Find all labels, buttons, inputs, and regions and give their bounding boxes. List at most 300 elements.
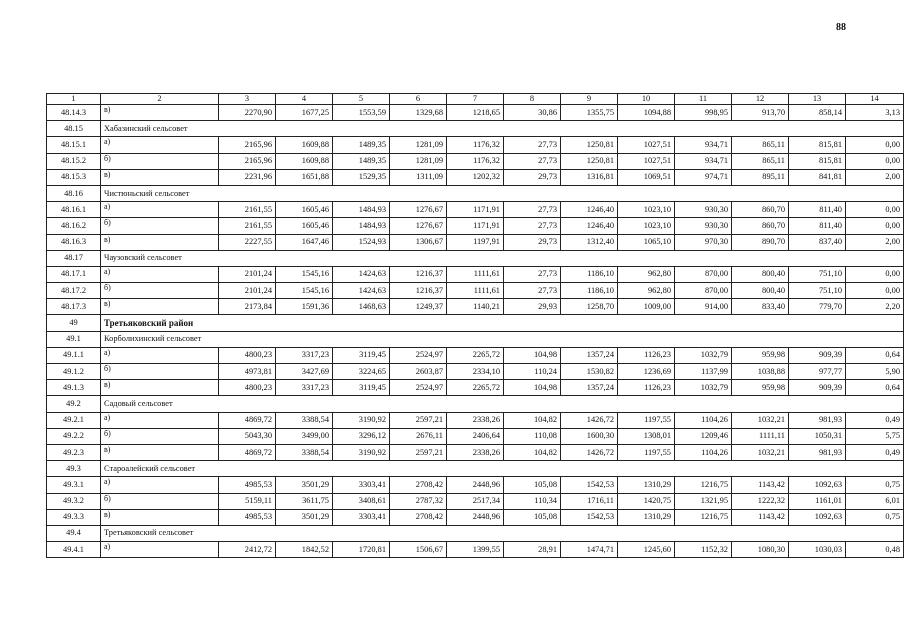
table-cell: 1609,88 bbox=[276, 153, 333, 169]
table-cell: 2,00 bbox=[846, 169, 904, 185]
table-cell: 2708,42 bbox=[390, 477, 447, 493]
table-cell: 2603,87 bbox=[390, 364, 447, 380]
row-code: 48.17.1 bbox=[47, 266, 101, 282]
table-cell: 1426,72 bbox=[561, 444, 618, 460]
table-cell: 1197,91 bbox=[447, 234, 504, 250]
table-row bbox=[47, 477, 904, 493]
table-cell: 1027,51 bbox=[618, 153, 675, 169]
table-cell: 104,82 bbox=[504, 412, 561, 428]
table-cell: 0,00 bbox=[846, 137, 904, 153]
table-cell: 1281,09 bbox=[390, 153, 447, 169]
row-code: 49.3 bbox=[47, 461, 101, 477]
table-cell: 930,30 bbox=[675, 218, 732, 234]
table-cell: 970,30 bbox=[675, 234, 732, 250]
table-cell: 2597,21 bbox=[390, 444, 447, 460]
table-cell: 1246,40 bbox=[561, 218, 618, 234]
table-cell: 110,24 bbox=[504, 364, 561, 380]
table-cell: 1197,55 bbox=[618, 412, 675, 428]
table-cell: 1140,21 bbox=[447, 299, 504, 315]
column-header-12: 12 bbox=[732, 94, 789, 105]
table-cell: 1236,69 bbox=[618, 364, 675, 380]
table-cell: 1126,23 bbox=[618, 347, 675, 363]
table-cell: 6,01 bbox=[846, 493, 904, 509]
table-cell: 981,93 bbox=[789, 412, 846, 428]
table-cell: 0,49 bbox=[846, 412, 904, 428]
table-cell: 1276,67 bbox=[390, 202, 447, 218]
table-cell: 1218,65 bbox=[447, 105, 504, 121]
table-cell: 1357,24 bbox=[561, 380, 618, 396]
table-cell: 29,73 bbox=[504, 234, 561, 250]
column-header-4: 4 bbox=[276, 94, 333, 105]
section-row bbox=[47, 121, 904, 137]
table-row bbox=[47, 380, 904, 396]
table-cell: 1677,25 bbox=[276, 105, 333, 121]
table-cell: 1246,40 bbox=[561, 202, 618, 218]
table-cell: 1216,75 bbox=[675, 477, 732, 493]
table-cell: 3224,65 bbox=[333, 364, 390, 380]
table-cell: 1171,91 bbox=[447, 218, 504, 234]
table-cell: 1276,67 bbox=[390, 218, 447, 234]
table-cell: 2412,72 bbox=[219, 542, 276, 558]
table-cell: 962,80 bbox=[618, 283, 675, 299]
table-cell: 1316,81 bbox=[561, 169, 618, 185]
table-cell: 110,08 bbox=[504, 428, 561, 444]
table-row bbox=[47, 493, 904, 509]
table-cell: 841,81 bbox=[789, 169, 846, 185]
table-cell: 1308,01 bbox=[618, 428, 675, 444]
table-cell: 1651,88 bbox=[276, 169, 333, 185]
table-cell: 3190,92 bbox=[333, 412, 390, 428]
table-cell: 1216,37 bbox=[390, 266, 447, 282]
table-cell: 870,00 bbox=[675, 283, 732, 299]
row-code: 48.14.3 bbox=[47, 105, 101, 121]
table-cell: 1111,11 bbox=[732, 428, 789, 444]
table-cell: 1111,61 bbox=[447, 266, 504, 282]
table-cell: 837,40 bbox=[789, 234, 846, 250]
section-title: Третьяковский район bbox=[101, 315, 904, 331]
table-cell: 0,00 bbox=[846, 283, 904, 299]
table-cell: 2101,24 bbox=[219, 283, 276, 299]
table-cell: 2101,24 bbox=[219, 266, 276, 282]
table-cell: 909,39 bbox=[789, 347, 846, 363]
row-label: а) bbox=[101, 347, 219, 363]
table-cell: 2173,84 bbox=[219, 299, 276, 315]
table-row bbox=[47, 234, 904, 250]
table-cell: 3119,45 bbox=[333, 380, 390, 396]
table-cell: 1111,61 bbox=[447, 283, 504, 299]
table-cell: 4869,72 bbox=[219, 444, 276, 460]
row-code: 49.1.2 bbox=[47, 364, 101, 380]
table-cell: 2334,10 bbox=[447, 364, 504, 380]
row-label: а) bbox=[101, 542, 219, 558]
table-cell: 1609,88 bbox=[276, 137, 333, 153]
table-row bbox=[47, 169, 904, 185]
table-cell: 1038,88 bbox=[732, 364, 789, 380]
column-header-8: 8 bbox=[504, 94, 561, 105]
row-label: в) bbox=[101, 444, 219, 460]
table-cell: 0,75 bbox=[846, 509, 904, 525]
section-row bbox=[47, 315, 904, 331]
row-label: в) bbox=[101, 509, 219, 525]
table-cell: 1524,93 bbox=[333, 234, 390, 250]
table-cell: 2524,97 bbox=[390, 380, 447, 396]
table-cell: 860,70 bbox=[732, 218, 789, 234]
table-cell: 29,93 bbox=[504, 299, 561, 315]
row-code: 49.4 bbox=[47, 525, 101, 541]
table-cell: 0,48 bbox=[846, 542, 904, 558]
table-cell: 1104,26 bbox=[675, 412, 732, 428]
row-label: а) bbox=[101, 137, 219, 153]
table-cell: 1092,63 bbox=[789, 509, 846, 525]
table-cell: 1647,46 bbox=[276, 234, 333, 250]
column-header-14: 14 bbox=[846, 94, 904, 105]
table-cell: 1176,32 bbox=[447, 153, 504, 169]
row-code: 49 bbox=[47, 315, 101, 331]
row-label: б) bbox=[101, 283, 219, 299]
table-cell: 1281,09 bbox=[390, 137, 447, 153]
row-label: б) bbox=[101, 493, 219, 509]
table-cell: 3296,12 bbox=[333, 428, 390, 444]
table-row bbox=[47, 105, 904, 121]
table-cell: 1250,81 bbox=[561, 153, 618, 169]
section-title: Чистюньский сельсовет bbox=[101, 185, 904, 201]
table-cell: 1424,63 bbox=[333, 283, 390, 299]
row-code: 48.17.3 bbox=[47, 299, 101, 315]
section-row bbox=[47, 250, 904, 266]
table-cell: 105,08 bbox=[504, 477, 561, 493]
section-row bbox=[47, 396, 904, 412]
table-cell: 1506,67 bbox=[390, 542, 447, 558]
table-cell: 27,73 bbox=[504, 283, 561, 299]
section-row bbox=[47, 185, 904, 201]
table-cell: 3317,23 bbox=[276, 380, 333, 396]
table-cell: 2265,72 bbox=[447, 347, 504, 363]
table-cell: 800,40 bbox=[732, 283, 789, 299]
table-row bbox=[47, 266, 904, 282]
table-cell: 5,75 bbox=[846, 428, 904, 444]
table-row bbox=[47, 542, 904, 558]
row-label: а) bbox=[101, 412, 219, 428]
table-cell: 800,40 bbox=[732, 266, 789, 282]
table-cell: 1209,46 bbox=[675, 428, 732, 444]
table-body bbox=[47, 105, 904, 558]
table-cell: 1530,82 bbox=[561, 364, 618, 380]
row-code: 49.1.3 bbox=[47, 380, 101, 396]
table-cell: 1529,35 bbox=[333, 169, 390, 185]
row-label: в) bbox=[101, 299, 219, 315]
row-code: 48.15.2 bbox=[47, 153, 101, 169]
table-cell: 860,70 bbox=[732, 202, 789, 218]
table-cell: 3190,92 bbox=[333, 444, 390, 460]
column-header-3: 3 bbox=[219, 94, 276, 105]
row-code: 48.15.3 bbox=[47, 169, 101, 185]
row-code: 49.2 bbox=[47, 396, 101, 412]
row-code: 49.1.1 bbox=[47, 347, 101, 363]
table-cell: 3317,23 bbox=[276, 347, 333, 363]
column-header-2: 2 bbox=[101, 94, 219, 105]
row-code: 49.2.2 bbox=[47, 428, 101, 444]
table-cell: 2338,26 bbox=[447, 412, 504, 428]
table-cell: 104,98 bbox=[504, 380, 561, 396]
table-cell: 2165,96 bbox=[219, 153, 276, 169]
table-cell: 1171,91 bbox=[447, 202, 504, 218]
table-cell: 1312,40 bbox=[561, 234, 618, 250]
row-label: б) bbox=[101, 153, 219, 169]
table-cell: 858,14 bbox=[789, 105, 846, 121]
table-row bbox=[47, 153, 904, 169]
table-cell: 815,81 bbox=[789, 137, 846, 153]
section-title: Садовый сельсовет bbox=[101, 396, 904, 412]
table-cell: 3408,61 bbox=[333, 493, 390, 509]
table-cell: 3303,41 bbox=[333, 509, 390, 525]
table-cell: 2517,34 bbox=[447, 493, 504, 509]
section-title: Чаузовский сельсовет bbox=[101, 250, 904, 266]
table-cell: 1104,26 bbox=[675, 444, 732, 460]
table-cell: 1030,03 bbox=[789, 542, 846, 558]
table-cell: 1542,53 bbox=[561, 509, 618, 525]
row-label: в) bbox=[101, 234, 219, 250]
row-code: 48.15.1 bbox=[47, 137, 101, 153]
table-cell: 1065,10 bbox=[618, 234, 675, 250]
table-cell: 5,90 bbox=[846, 364, 904, 380]
table-cell: 0,00 bbox=[846, 218, 904, 234]
tariff-table bbox=[46, 93, 904, 558]
row-label: в) bbox=[101, 380, 219, 396]
table-cell: 1474,71 bbox=[561, 542, 618, 558]
table-cell: 977,77 bbox=[789, 364, 846, 380]
table-cell: 2338,26 bbox=[447, 444, 504, 460]
table-cell: 110,34 bbox=[504, 493, 561, 509]
table-cell: 2270,90 bbox=[219, 105, 276, 121]
table-cell: 2161,55 bbox=[219, 202, 276, 218]
column-header-6: 6 bbox=[390, 94, 447, 105]
table-row bbox=[47, 137, 904, 153]
table-cell: 2448,96 bbox=[447, 509, 504, 525]
table-cell: 3611,75 bbox=[276, 493, 333, 509]
table-cell: 1143,42 bbox=[732, 477, 789, 493]
table-cell: 934,71 bbox=[675, 153, 732, 169]
table-cell: 1092,63 bbox=[789, 477, 846, 493]
row-code: 48.16.1 bbox=[47, 202, 101, 218]
table-cell: 2676,11 bbox=[390, 428, 447, 444]
row-label: а) bbox=[101, 266, 219, 282]
table-cell: 5159,11 bbox=[219, 493, 276, 509]
section-row bbox=[47, 461, 904, 477]
row-code: 48.17.2 bbox=[47, 283, 101, 299]
table-cell: 1720,81 bbox=[333, 542, 390, 558]
table-cell: 1842,52 bbox=[276, 542, 333, 558]
row-label: б) bbox=[101, 428, 219, 444]
table-cell: 1605,46 bbox=[276, 218, 333, 234]
column-header-9: 9 bbox=[561, 94, 618, 105]
table-cell: 104,82 bbox=[504, 444, 561, 460]
table-cell: 2,20 bbox=[846, 299, 904, 315]
table-cell: 962,80 bbox=[618, 266, 675, 282]
table-cell: 811,40 bbox=[789, 218, 846, 234]
table-cell: 1009,00 bbox=[618, 299, 675, 315]
table-cell: 2448,96 bbox=[447, 477, 504, 493]
table-cell: 1161,01 bbox=[789, 493, 846, 509]
table-cell: 2231,96 bbox=[219, 169, 276, 185]
table-cell: 751,10 bbox=[789, 266, 846, 282]
table-cell: 1716,11 bbox=[561, 493, 618, 509]
table-cell: 2787,32 bbox=[390, 493, 447, 509]
table-cell: 1152,32 bbox=[675, 542, 732, 558]
table-cell: 1424,63 bbox=[333, 266, 390, 282]
table-cell: 1032,79 bbox=[675, 380, 732, 396]
table-cell: 1202,32 bbox=[447, 169, 504, 185]
table-cell: 1032,79 bbox=[675, 347, 732, 363]
section-row bbox=[47, 331, 904, 347]
table-cell: 27,73 bbox=[504, 266, 561, 282]
table-cell: 2265,72 bbox=[447, 380, 504, 396]
table-cell: 2597,21 bbox=[390, 412, 447, 428]
table-cell: 890,70 bbox=[732, 234, 789, 250]
table-cell: 0,00 bbox=[846, 153, 904, 169]
row-code: 49.1 bbox=[47, 331, 101, 347]
table-row bbox=[47, 202, 904, 218]
table-cell: 4985,53 bbox=[219, 477, 276, 493]
table-cell: 909,39 bbox=[789, 380, 846, 396]
table-cell: 3,13 bbox=[846, 105, 904, 121]
table-cell: 3427,69 bbox=[276, 364, 333, 380]
table-cell: 1545,16 bbox=[276, 266, 333, 282]
table-row bbox=[47, 299, 904, 315]
table-cell: 1426,72 bbox=[561, 412, 618, 428]
row-label: а) bbox=[101, 202, 219, 218]
table-cell: 998,95 bbox=[675, 105, 732, 121]
table-cell: 959,98 bbox=[732, 347, 789, 363]
table-cell: 2406,64 bbox=[447, 428, 504, 444]
table-cell: 1489,35 bbox=[333, 153, 390, 169]
table-cell: 865,11 bbox=[732, 153, 789, 169]
table-cell: 1137,99 bbox=[675, 364, 732, 380]
table-cell: 0,75 bbox=[846, 477, 904, 493]
table-cell: 0,00 bbox=[846, 202, 904, 218]
table-cell: 1591,36 bbox=[276, 299, 333, 315]
table-cell: 1600,30 bbox=[561, 428, 618, 444]
table-cell: 1311,09 bbox=[390, 169, 447, 185]
table-cell: 1321,95 bbox=[675, 493, 732, 509]
column-header-1: 1 bbox=[47, 94, 101, 105]
table-cell: 2524,97 bbox=[390, 347, 447, 363]
table-cell: 1186,10 bbox=[561, 283, 618, 299]
table-cell: 1245,60 bbox=[618, 542, 675, 558]
table-cell: 1216,37 bbox=[390, 283, 447, 299]
table-cell: 870,00 bbox=[675, 266, 732, 282]
table-cell: 1310,29 bbox=[618, 477, 675, 493]
row-code: 48.16.3 bbox=[47, 234, 101, 250]
table-cell: 1355,75 bbox=[561, 105, 618, 121]
table-cell: 1197,55 bbox=[618, 444, 675, 460]
table-cell: 1249,37 bbox=[390, 299, 447, 315]
table-cell: 1258,70 bbox=[561, 299, 618, 315]
table-cell: 981,93 bbox=[789, 444, 846, 460]
table-cell: 105,08 bbox=[504, 509, 561, 525]
table-row bbox=[47, 412, 904, 428]
table-cell: 27,73 bbox=[504, 218, 561, 234]
table-cell: 3501,29 bbox=[276, 477, 333, 493]
table-cell: 0,64 bbox=[846, 347, 904, 363]
table-cell: 2,00 bbox=[846, 234, 904, 250]
table-cell: 779,70 bbox=[789, 299, 846, 315]
table-cell: 0,64 bbox=[846, 380, 904, 396]
table-cell: 1484,93 bbox=[333, 202, 390, 218]
row-code: 49.4.1 bbox=[47, 542, 101, 558]
row-label: б) bbox=[101, 364, 219, 380]
row-label: б) bbox=[101, 218, 219, 234]
column-header-5: 5 bbox=[333, 94, 390, 105]
column-header-11: 11 bbox=[675, 94, 732, 105]
table-cell: 4985,53 bbox=[219, 509, 276, 525]
table-cell: 811,40 bbox=[789, 202, 846, 218]
table-cell: 28,91 bbox=[504, 542, 561, 558]
table-cell: 4973,81 bbox=[219, 364, 276, 380]
table-cell: 2227,55 bbox=[219, 234, 276, 250]
section-title: Хабазинский сельсовет bbox=[101, 121, 904, 137]
table-cell: 1250,81 bbox=[561, 137, 618, 153]
section-row bbox=[47, 525, 904, 541]
table-cell: 1329,68 bbox=[390, 105, 447, 121]
row-code: 49.3.1 bbox=[47, 477, 101, 493]
table-row bbox=[47, 428, 904, 444]
table-cell: 27,73 bbox=[504, 137, 561, 153]
table-cell: 1484,93 bbox=[333, 218, 390, 234]
table-cell: 1023,10 bbox=[618, 218, 675, 234]
table-row bbox=[47, 347, 904, 363]
table-cell: 4800,23 bbox=[219, 347, 276, 363]
table-cell: 4800,23 bbox=[219, 380, 276, 396]
table-cell: 1222,32 bbox=[732, 493, 789, 509]
table-cell: 1542,53 bbox=[561, 477, 618, 493]
table-cell: 1468,63 bbox=[333, 299, 390, 315]
table-cell: 1094,88 bbox=[618, 105, 675, 121]
table-cell: 974,71 bbox=[675, 169, 732, 185]
table-cell: 4869,72 bbox=[219, 412, 276, 428]
table-row bbox=[47, 444, 904, 460]
table-cell: 1553,59 bbox=[333, 105, 390, 121]
table-cell: 1310,29 bbox=[618, 509, 675, 525]
column-header-10: 10 bbox=[618, 94, 675, 105]
table-cell: 3388,54 bbox=[276, 412, 333, 428]
table-cell: 1489,35 bbox=[333, 137, 390, 153]
table-cell: 1357,24 bbox=[561, 347, 618, 363]
section-title: Корболихинский сельсовет bbox=[101, 331, 904, 347]
row-code: 49.3.2 bbox=[47, 493, 101, 509]
table-cell: 751,10 bbox=[789, 283, 846, 299]
table-cell: 3501,29 bbox=[276, 509, 333, 525]
section-title: Третьяковский сельсовет bbox=[101, 525, 904, 541]
table-cell: 1420,75 bbox=[618, 493, 675, 509]
row-label: а) bbox=[101, 477, 219, 493]
table-cell: 1027,51 bbox=[618, 137, 675, 153]
table-cell: 3499,00 bbox=[276, 428, 333, 444]
row-label: в) bbox=[101, 105, 219, 121]
row-code: 48.15 bbox=[47, 121, 101, 137]
section-title: Староалейский сельсовет bbox=[101, 461, 904, 477]
table-cell: 1176,32 bbox=[447, 137, 504, 153]
table-cell: 1306,67 bbox=[390, 234, 447, 250]
table-cell: 833,40 bbox=[732, 299, 789, 315]
table-cell: 1032,21 bbox=[732, 444, 789, 460]
table-cell: 1143,42 bbox=[732, 509, 789, 525]
column-header-13: 13 bbox=[789, 94, 846, 105]
table-cell: 1069,51 bbox=[618, 169, 675, 185]
table-row bbox=[47, 218, 904, 234]
table-cell: 2165,96 bbox=[219, 137, 276, 153]
table-cell: 1186,10 bbox=[561, 266, 618, 282]
table-cell: 1080,30 bbox=[732, 542, 789, 558]
